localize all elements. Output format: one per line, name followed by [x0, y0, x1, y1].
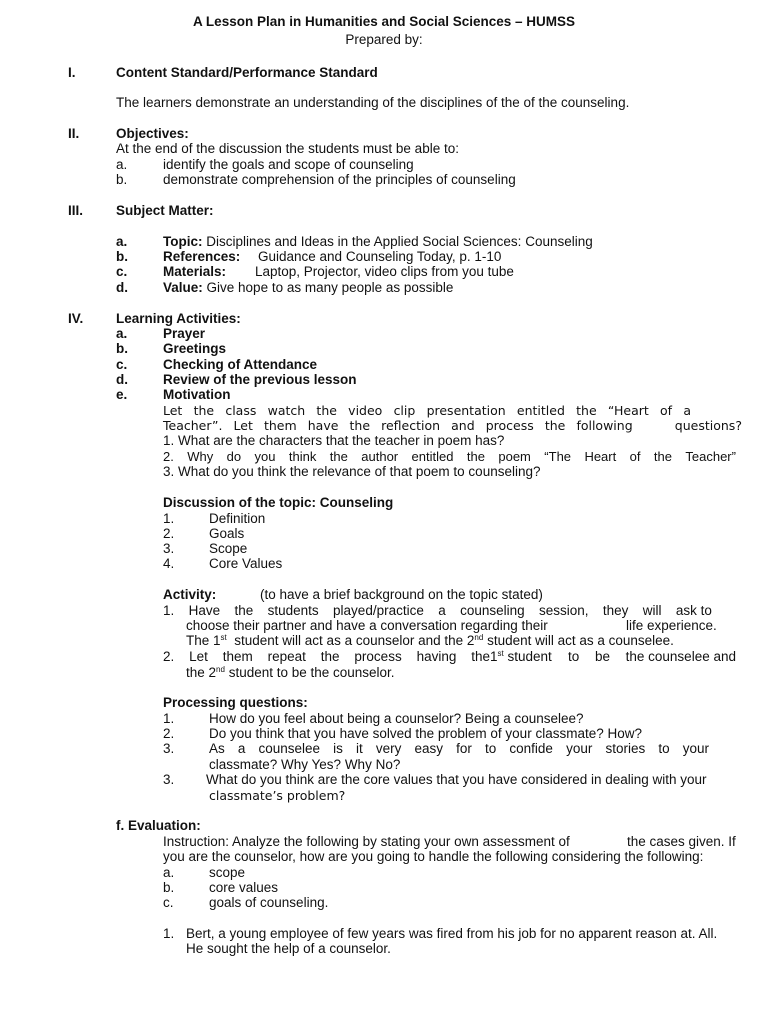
- case-text-line-2: He sought the help of a counselor.: [186, 941, 391, 956]
- activity-item: Greetings: [163, 341, 227, 356]
- activity-item-2-line-1a: 2. Let them repeat the process having the: [163, 649, 490, 664]
- processing-number: 2.: [163, 726, 175, 741]
- activity-item-1-line-1: 1. Have the students played/practice a counseling session, they will ask to: [163, 603, 712, 618]
- case-text-line-1: Bert, a young employee of few years was fired from his job for no apparent reason at. All.: [186, 926, 718, 941]
- activity-item-1-line-2a: choose their partner and have a conversation regarding their: [186, 618, 548, 633]
- discussion-number: 4.: [163, 556, 175, 571]
- subject-value-line: [163, 280, 453, 295]
- discussion-number: 2.: [163, 526, 175, 541]
- subject-letter: a.: [116, 234, 128, 249]
- subject-letter: b.: [116, 249, 128, 264]
- activity-letter: a.: [116, 326, 128, 341]
- activity-item-2-line-1c: to be the counselee and: [568, 649, 736, 664]
- evaluation-item: core values: [209, 880, 279, 895]
- objective-letter: a.: [116, 157, 128, 172]
- discussion-item: Goals: [209, 526, 245, 541]
- subject-value: Laptop, Projector, video clips from you tube: [255, 264, 514, 279]
- motivation-question-3: 3. What do you think the relevance of that poem to counseling?: [163, 464, 541, 479]
- subject-value: Give hope to as many people as possible: [202, 280, 454, 295]
- motivation-question-1: 1. What are the characters that the teacher in poem has?: [163, 433, 505, 448]
- subject-topic: [163, 234, 593, 249]
- subject-value: Guidance and Counseling Today, p. 1-10: [258, 249, 502, 264]
- section-1-heading: Content Standard/Performance Standard: [116, 65, 378, 80]
- case-number: 1.: [163, 926, 175, 941]
- subject-label: Value:: [163, 280, 203, 295]
- discussion-item: Scope: [209, 541, 248, 556]
- section-3-heading: Subject Matter:: [116, 203, 214, 218]
- processing-number: 1.: [163, 711, 175, 726]
- discussion-number: 3.: [163, 541, 175, 556]
- processing-question-cont: classmate’s problem?: [209, 788, 346, 803]
- objective-text: identify the goals and scope of counseling: [163, 157, 414, 172]
- activity-item: Review of the previous lesson: [163, 372, 357, 387]
- activity-label: Activity:: [163, 587, 217, 602]
- evaluation-letter: c.: [163, 895, 174, 910]
- activity-item-2-line-1b: 1st student: [490, 649, 552, 664]
- activity-item-1-line-3: The 1st student will act as a counselor and the 2nd student will act as a counselee.: [186, 633, 674, 648]
- motivation-line-2: Teacher”. Let them have the reflection and process the following questions?: [163, 418, 742, 433]
- objectives-intro: At the end of the discussion the students must be able to:: [116, 141, 459, 156]
- motivation-question-2: 2. Why do you think the author entitled the poem “The Heart of the Teacher”: [163, 449, 736, 464]
- activity-letter: c.: [116, 357, 128, 372]
- subject-letter: d.: [116, 280, 128, 295]
- objective-letter: b.: [116, 172, 128, 187]
- evaluation-instruction-1a: Instruction: Analyze the following by stating your own assessment of: [163, 834, 570, 849]
- objective-text: demonstrate comprehension of the principles of counseling: [163, 172, 516, 187]
- activity-item: Checking of Attendance: [163, 357, 318, 372]
- section-3-number: III.: [68, 203, 84, 218]
- processing-heading: Processing questions:: [163, 695, 308, 710]
- discussion-heading: Discussion of the topic: Counseling: [163, 495, 394, 510]
- discussion-item: Definition: [209, 511, 266, 526]
- processing-question: How do you feel about being a counselor? Being a counselee?: [209, 711, 584, 726]
- activity-letter: d.: [116, 372, 128, 387]
- prepared-by: Prepared by:: [345, 32, 423, 47]
- section-4-heading: Learning Activities:: [116, 311, 241, 326]
- processing-question: As a counselee is it very easy for to confide your stories to your: [209, 741, 709, 756]
- subject-value: Disciplines and Ideas in the Applied Social Sciences: Counseling: [202, 234, 593, 249]
- processing-question: What do you think are the core values that you have considered in dealing with your: [206, 772, 707, 787]
- evaluation-instruction-2: you are the counselor, how are you going to handle the following considering the following:: [163, 849, 704, 864]
- activity-item-1-line-2b: life experience.: [626, 618, 717, 633]
- activity-item: Prayer: [163, 326, 206, 341]
- discussion-number: 1.: [163, 511, 175, 526]
- section-4-number: IV.: [68, 311, 84, 326]
- activity-item-2-line-2: the 2nd student to be the counselor.: [186, 665, 395, 680]
- processing-question-cont: classmate? Why Yes? Why No?: [209, 757, 401, 772]
- evaluation-item: scope: [209, 865, 246, 880]
- activity-note: (to have a brief background on the topic stated): [260, 587, 543, 602]
- section-2-heading: Objectives:: [116, 126, 189, 141]
- subject-label: Topic:: [163, 234, 203, 249]
- processing-number: 3.: [163, 772, 175, 787]
- evaluation-heading: f. Evaluation:: [116, 818, 201, 833]
- section-1-number: I.: [68, 65, 76, 80]
- section-1-text: The learners demonstrate an understanding of the disciplines of the of the counseling.: [116, 95, 630, 110]
- evaluation-letter: b.: [163, 880, 175, 895]
- evaluation-letter: a.: [163, 865, 175, 880]
- evaluation-item: goals of counseling.: [209, 895, 329, 910]
- document-title: A Lesson Plan in Humanities and Social Sciences – HUMSS: [192, 14, 576, 29]
- subject-letter: c.: [116, 264, 128, 279]
- activity-letter: e.: [116, 387, 128, 402]
- activity-letter: b.: [116, 341, 128, 356]
- discussion-item: Core Values: [209, 556, 283, 571]
- processing-number: 3.: [163, 741, 175, 756]
- subject-label: References:: [163, 249, 241, 264]
- activity-item: Motivation: [163, 387, 231, 402]
- evaluation-instruction-1b: the cases given. If: [627, 834, 736, 849]
- processing-question: Do you think that you have solved the problem of your classmate? How?: [209, 726, 642, 741]
- section-2-number: II.: [68, 126, 80, 141]
- subject-label: Materials:: [163, 264, 227, 279]
- motivation-line-1: Let the class watch the video clip presentation entitled the “Heart of a: [163, 403, 691, 418]
